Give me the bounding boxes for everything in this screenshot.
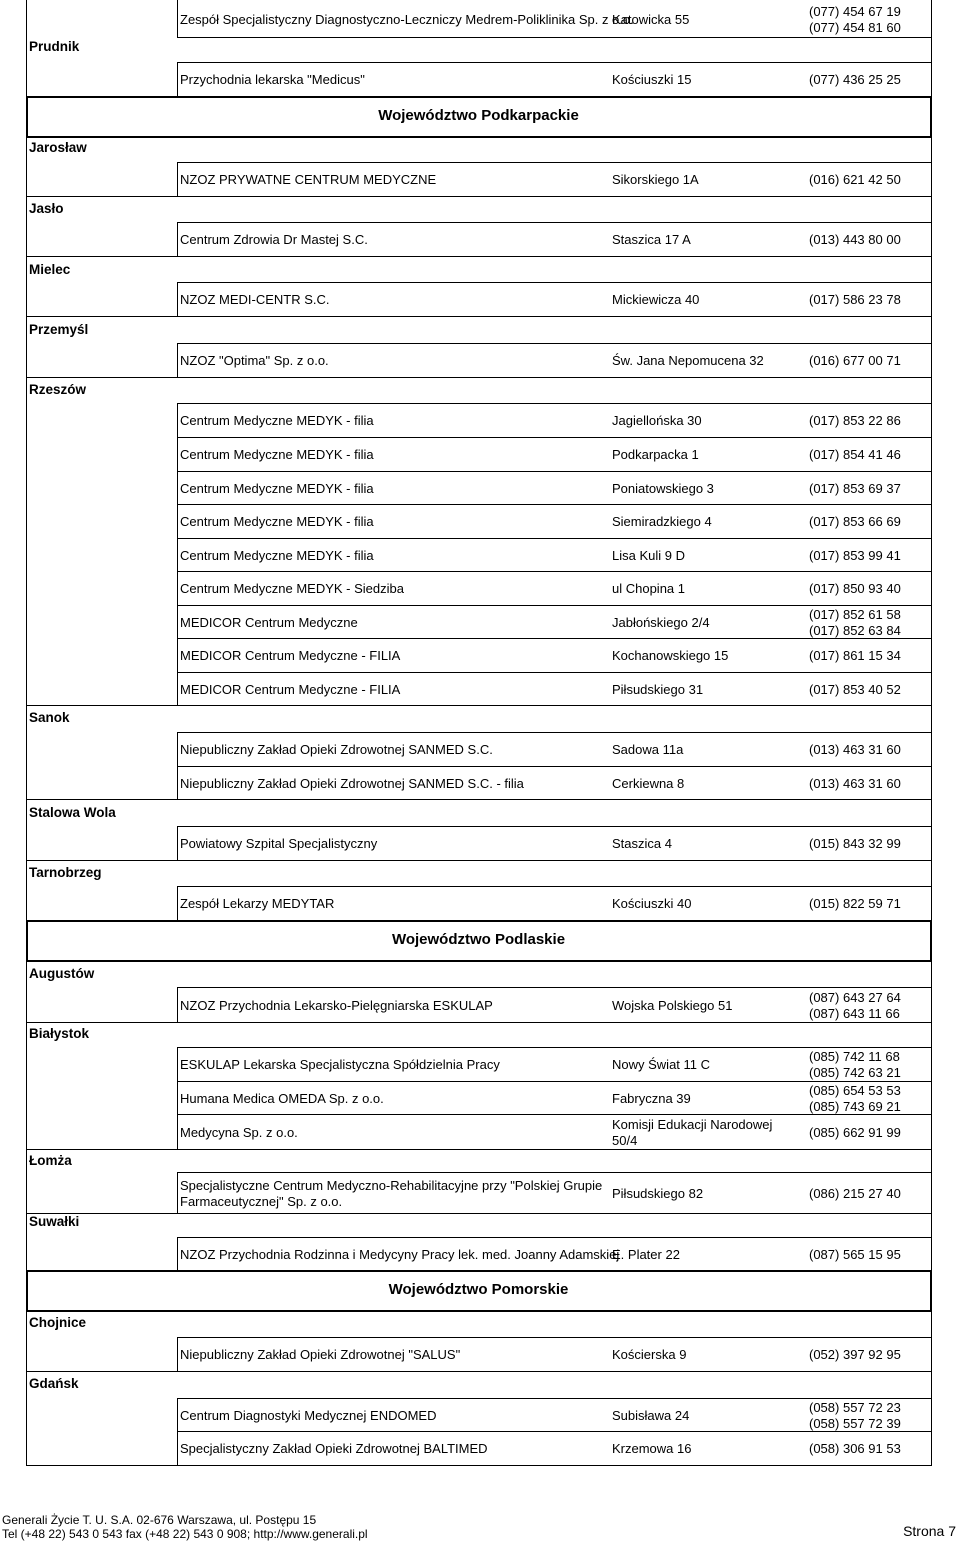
entry-row-top bbox=[177, 504, 931, 505]
entry-row-top bbox=[177, 403, 931, 404]
entry-row-left bbox=[177, 987, 178, 1023]
city-divider bbox=[26, 1149, 177, 1150]
city-divider bbox=[26, 377, 177, 378]
entry-row-left bbox=[177, 222, 178, 257]
region-bottom-border bbox=[26, 1310, 932, 1312]
entry-row-left bbox=[177, 62, 178, 97]
city-label: Gdańsk bbox=[29, 1376, 79, 1391]
entry-row-bottom bbox=[177, 1213, 931, 1214]
entry-phone: (017) 853 69 37 bbox=[809, 481, 901, 496]
city-label: Łomża bbox=[29, 1153, 72, 1168]
entry-address: Fabryczna 39 bbox=[612, 1091, 691, 1106]
entry-phone: (017) 853 66 69 bbox=[809, 514, 901, 529]
entry-name: Centrum Medyczne MEDYK - filia bbox=[180, 447, 374, 462]
entry-row-top bbox=[177, 162, 931, 163]
entry-row-left bbox=[177, 571, 178, 606]
city-label: Jasło bbox=[29, 201, 64, 216]
region-bottom-border bbox=[26, 960, 932, 962]
entry-name: Specjalistyczne Centrum Medyczno-Rehabilitacyjne przy "Polskiej Grupie bbox=[180, 1178, 603, 1193]
entry-phone: (017) 850 93 40 bbox=[809, 581, 901, 596]
city-divider bbox=[26, 316, 177, 317]
entry-phone: (058) 306 91 53 bbox=[809, 1441, 901, 1456]
entry-row-top bbox=[177, 766, 931, 767]
entry-address: Św. Jana Nepomucena 32 bbox=[612, 353, 764, 368]
entry-address: Piłsudskiego 82 bbox=[612, 1186, 704, 1201]
entry-row-bottom bbox=[177, 256, 931, 257]
entry-row-left bbox=[177, 538, 178, 572]
entry-address: Jagiellońska 30 bbox=[612, 413, 702, 428]
entry-address: Piłsudskiego 31 bbox=[612, 682, 704, 697]
entry-name: Centrum Diagnostyki Medycznej ENDOMED bbox=[180, 1408, 437, 1423]
city-label: Chojnice bbox=[29, 1315, 87, 1330]
entry-row-left bbox=[177, 1431, 178, 1466]
entry-address: Nowy Świat 11 C bbox=[612, 1057, 711, 1072]
entry-name: NZOZ Przychodnia Lekarsko-Pielęgniarska ESKULAP bbox=[180, 998, 493, 1013]
entry-address: Krzemowa 16 bbox=[612, 1441, 692, 1456]
entry-row-top bbox=[177, 1398, 931, 1399]
city-divider bbox=[26, 705, 177, 706]
entry-phone: (058) 557 72 23 bbox=[809, 1400, 901, 1415]
entry-row-left bbox=[177, 1114, 178, 1150]
entry-phone: (017) 586 23 78 bbox=[809, 292, 901, 307]
entry-address: Mickiewicza 40 bbox=[612, 292, 700, 307]
entry-phone: (085) 742 11 68 bbox=[809, 1049, 900, 1064]
footer-address: Generali Życie T. U. S.A. 02-676 Warszawa, ul. Postępu 15 bbox=[2, 1513, 317, 1527]
region-top-border bbox=[26, 96, 932, 98]
entry-address: Kochanowskiego 15 bbox=[612, 648, 729, 663]
entry-phone: (058) 557 72 39 bbox=[809, 1416, 901, 1431]
city-label: Białystok bbox=[29, 1026, 90, 1041]
entry-phone: (013) 443 80 00 bbox=[809, 232, 901, 247]
entry-row-top bbox=[177, 571, 931, 572]
entry-phone: (087) 643 27 64 bbox=[809, 990, 901, 1005]
entry-row-bottom bbox=[177, 1371, 931, 1372]
city-label: Stalowa Wola bbox=[29, 805, 116, 820]
entry-address: Siemiradzkiego 4 bbox=[612, 514, 712, 529]
city-divider bbox=[26, 256, 177, 257]
entry-phone: (017) 853 22 86 bbox=[809, 413, 901, 428]
entry-row-bottom bbox=[177, 705, 931, 706]
entry-address: Podkarpacka 1 bbox=[612, 447, 699, 462]
entry-phone: (077) 436 25 25 bbox=[809, 72, 901, 87]
entry-phone: (017) 853 40 52 bbox=[809, 682, 901, 697]
entry-name: MEDICOR Centrum Medyczne bbox=[180, 615, 358, 630]
entry-name: NZOZ MEDI-CENTR S.C. bbox=[180, 292, 330, 307]
entry-address: 50/4 bbox=[612, 1133, 638, 1148]
entry-row-bottom bbox=[177, 196, 931, 197]
entry-name: Centrum Medyczne MEDYK - Siedziba bbox=[180, 581, 404, 596]
entry-row-left bbox=[177, 1081, 178, 1115]
entry-phone: (015) 822 59 71 bbox=[809, 896, 901, 911]
entry-row-top bbox=[177, 1172, 931, 1173]
entry-address: Staszica 17 A bbox=[612, 232, 691, 247]
entry-row-left bbox=[177, 343, 178, 378]
entry-row-left bbox=[177, 162, 178, 197]
entry-name: Powiatowy Szpital Specjalistyczny bbox=[180, 836, 378, 851]
entry-name: Niepubliczny Zakład Opieki Zdrowotnej "SALUS" bbox=[180, 1347, 461, 1362]
region-title: Województwo Podlaskie bbox=[391, 931, 566, 948]
entry-row-left bbox=[177, 638, 178, 673]
city-divider bbox=[26, 1371, 177, 1372]
entry-name: Specjalistyczny Zakład Opieki Zdrowotnej BALTIMED bbox=[180, 1441, 488, 1456]
entry-row-bottom bbox=[177, 1022, 931, 1023]
entry-row-left bbox=[177, 504, 178, 539]
city-label: Rzeszów bbox=[29, 382, 87, 397]
entry-phone: (077) 454 67 19 bbox=[809, 4, 901, 19]
entry-name: ESKULAP Lekarska Specjalistyczna Spółdzielnia Pracy bbox=[180, 1057, 500, 1072]
region-top-border bbox=[26, 920, 932, 922]
entry-row-left bbox=[177, 1172, 178, 1214]
entry-row-top bbox=[177, 1047, 931, 1048]
entry-row-top bbox=[177, 222, 931, 223]
entry-name: Zespół Lekarzy MEDYTAR bbox=[180, 896, 335, 911]
entry-phone: (013) 463 31 60 bbox=[809, 776, 901, 791]
entry-row-top bbox=[177, 1237, 931, 1238]
entry-row-left bbox=[177, 672, 178, 706]
entry-address: Poniatowskiego 3 bbox=[612, 481, 714, 496]
entry-address: Cerkiewna 8 bbox=[612, 776, 685, 791]
entry-address: Sadowa 11a bbox=[612, 742, 684, 757]
entry-row-left bbox=[177, 0, 178, 38]
entry-phone: (017) 853 99 41 bbox=[809, 548, 901, 563]
entry-address: ul Chopina 1 bbox=[612, 581, 685, 596]
entry-phone: (015) 843 32 99 bbox=[809, 836, 901, 851]
entry-address: Kościuszki 40 bbox=[612, 896, 692, 911]
entry-row-bottom bbox=[177, 1149, 931, 1150]
entry-row-top bbox=[177, 282, 931, 283]
region-title: Województwo Pomorskie bbox=[388, 1281, 569, 1298]
entry-row-top bbox=[177, 1337, 931, 1338]
entry-name: Centrum Medyczne MEDYK - filia bbox=[180, 413, 374, 428]
entry-phone: (052) 397 92 95 bbox=[809, 1347, 901, 1362]
entry-name: Zespół Specjalistyczny Diagnostyczno-Leczniczy Medrem-Poliklinika Sp. z o.o. bbox=[180, 12, 634, 27]
entry-address: Komisji Edukacji Narodowej bbox=[612, 1117, 773, 1132]
entry-row-left bbox=[177, 471, 178, 505]
city-label: Augustów bbox=[29, 966, 95, 981]
entry-row-left bbox=[177, 766, 178, 800]
entry-row-top bbox=[177, 62, 931, 63]
entry-phone: (087) 565 15 95 bbox=[809, 1247, 901, 1262]
entry-name: NZOZ Przychodnia Rodzinna i Medycyny Pracy lek. med. Joanny Adamskiej bbox=[180, 1247, 620, 1262]
table-right-border bbox=[931, 0, 932, 1465]
entry-row-top bbox=[177, 826, 931, 827]
entry-row-left bbox=[177, 437, 178, 472]
entry-row-bottom bbox=[177, 860, 931, 861]
entry-row-top bbox=[177, 886, 931, 887]
entry-address: Kościerska 9 bbox=[612, 1347, 687, 1362]
entry-row-top bbox=[177, 987, 931, 988]
entry-phone: (085) 654 53 53 bbox=[809, 1083, 901, 1098]
entry-row-bottom bbox=[177, 1465, 931, 1466]
entry-row-top bbox=[177, 732, 931, 733]
footer-contact: Tel (+48 22) 543 0 543 fax (+48 22) 543 0 908; http://www.generali.pl bbox=[2, 1527, 368, 1541]
entry-name: Niepubliczny Zakład Opieki Zdrowotnej SANMED S.C. - filia bbox=[180, 776, 524, 791]
entry-row-left bbox=[177, 403, 178, 438]
entry-phone: (016) 621 42 50 bbox=[809, 172, 901, 187]
table-left-border bbox=[26, 0, 27, 1465]
entry-row-top bbox=[177, 672, 931, 673]
region-top-border bbox=[26, 1270, 932, 1272]
entry-address: Kościuszki 15 bbox=[612, 72, 692, 87]
city-divider bbox=[26, 196, 177, 197]
city-label: Mielec bbox=[29, 262, 71, 277]
entry-address: Lisa Kuli 9 D bbox=[612, 548, 685, 563]
city-label: Przemyśl bbox=[29, 322, 89, 337]
entry-row-left bbox=[177, 826, 178, 861]
city-divider bbox=[26, 860, 177, 861]
entry-name: Humana Medica OMEDA Sp. z o.o. bbox=[180, 1091, 384, 1106]
entry-row-bottom bbox=[177, 316, 931, 317]
entry-phone: (017) 852 63 84 bbox=[809, 623, 901, 638]
entry-row-left bbox=[177, 282, 178, 317]
entry-name: Farmaceutycznej" Sp. z o.o. bbox=[180, 1194, 343, 1209]
entry-address: Jabłońskiego 2/4 bbox=[612, 615, 710, 630]
entry-phone: (086) 215 27 40 bbox=[809, 1186, 901, 1201]
entry-row-bottom bbox=[177, 37, 931, 38]
entry-row-left bbox=[177, 1047, 178, 1082]
entry-phone: (085) 662 91 99 bbox=[809, 1125, 901, 1140]
entry-name: Centrum Medyczne MEDYK - filia bbox=[180, 548, 374, 563]
entry-name: Medycyna Sp. z o.o. bbox=[180, 1125, 298, 1140]
entry-row-left bbox=[177, 1237, 178, 1271]
city-divider bbox=[26, 799, 177, 800]
entry-name: Centrum Zdrowia Dr Mastej S.C. bbox=[180, 232, 368, 247]
entry-phone: (017) 861 15 34 bbox=[809, 648, 901, 663]
entry-row-top bbox=[177, 471, 931, 472]
entry-phone: (017) 854 41 46 bbox=[809, 447, 901, 462]
entry-address: Katowicka 55 bbox=[612, 12, 690, 27]
entry-row-left bbox=[177, 1337, 178, 1372]
city-label: Jarosław bbox=[29, 140, 87, 155]
entry-address: Subisława 24 bbox=[612, 1408, 690, 1423]
entry-row-top bbox=[177, 538, 931, 539]
entry-phone: (016) 677 00 71 bbox=[809, 353, 901, 368]
city-divider bbox=[26, 1022, 177, 1023]
entry-row-bottom bbox=[177, 377, 931, 378]
city-label: Sanok bbox=[29, 710, 70, 725]
entry-address: Wojska Polskiego 51 bbox=[612, 998, 733, 1013]
entry-name: Przychodnia lekarska "Medicus" bbox=[180, 72, 365, 87]
entry-row-left bbox=[177, 732, 178, 767]
entry-row-top bbox=[177, 1081, 931, 1082]
city-label: Suwałki bbox=[29, 1214, 80, 1229]
entry-name: Niepubliczny Zakład Opieki Zdrowotnej SANMED S.C. bbox=[180, 742, 493, 757]
region-bottom-border bbox=[26, 136, 932, 138]
entry-row-left bbox=[177, 886, 178, 921]
region-title: Województwo Podkarpackie bbox=[378, 107, 579, 124]
entry-row-left bbox=[177, 1398, 178, 1432]
entry-phone: (077) 454 81 60 bbox=[809, 20, 901, 35]
entry-address: E. Plater 22 bbox=[612, 1247, 680, 1262]
entry-address: Sikorskiego 1A bbox=[612, 172, 699, 187]
city-label: Prudnik bbox=[29, 39, 80, 54]
entry-phone: (085) 742 63 21 bbox=[809, 1065, 901, 1080]
city-label: Tarnobrzeg bbox=[29, 865, 102, 880]
entry-name: NZOZ "Optima" Sp. z o.o. bbox=[180, 353, 329, 368]
entry-row-top bbox=[177, 605, 931, 606]
entry-name: Centrum Medyczne MEDYK - filia bbox=[180, 514, 374, 529]
entry-phone: (017) 852 61 58 bbox=[809, 607, 901, 622]
entry-name: Centrum Medyczne MEDYK - filia bbox=[180, 481, 374, 496]
entry-name: MEDICOR Centrum Medyczne - FILIA bbox=[180, 648, 401, 663]
entry-phone: (087) 643 11 66 bbox=[809, 1006, 900, 1021]
page-number: Strona 7 bbox=[903, 1523, 956, 1539]
entry-name: MEDICOR Centrum Medyczne - FILIA bbox=[180, 682, 401, 697]
entry-phone: (013) 463 31 60 bbox=[809, 742, 901, 757]
entry-row-bottom bbox=[177, 799, 931, 800]
entry-row-top bbox=[177, 437, 931, 438]
entry-address: Staszica 4 bbox=[612, 836, 672, 851]
entry-name: NZOZ PRYWATNE CENTRUM MEDYCZNE bbox=[180, 172, 437, 187]
entry-row-left bbox=[177, 605, 178, 639]
entry-phone: (085) 743 69 21 bbox=[809, 1099, 901, 1114]
entry-row-top bbox=[177, 343, 931, 344]
